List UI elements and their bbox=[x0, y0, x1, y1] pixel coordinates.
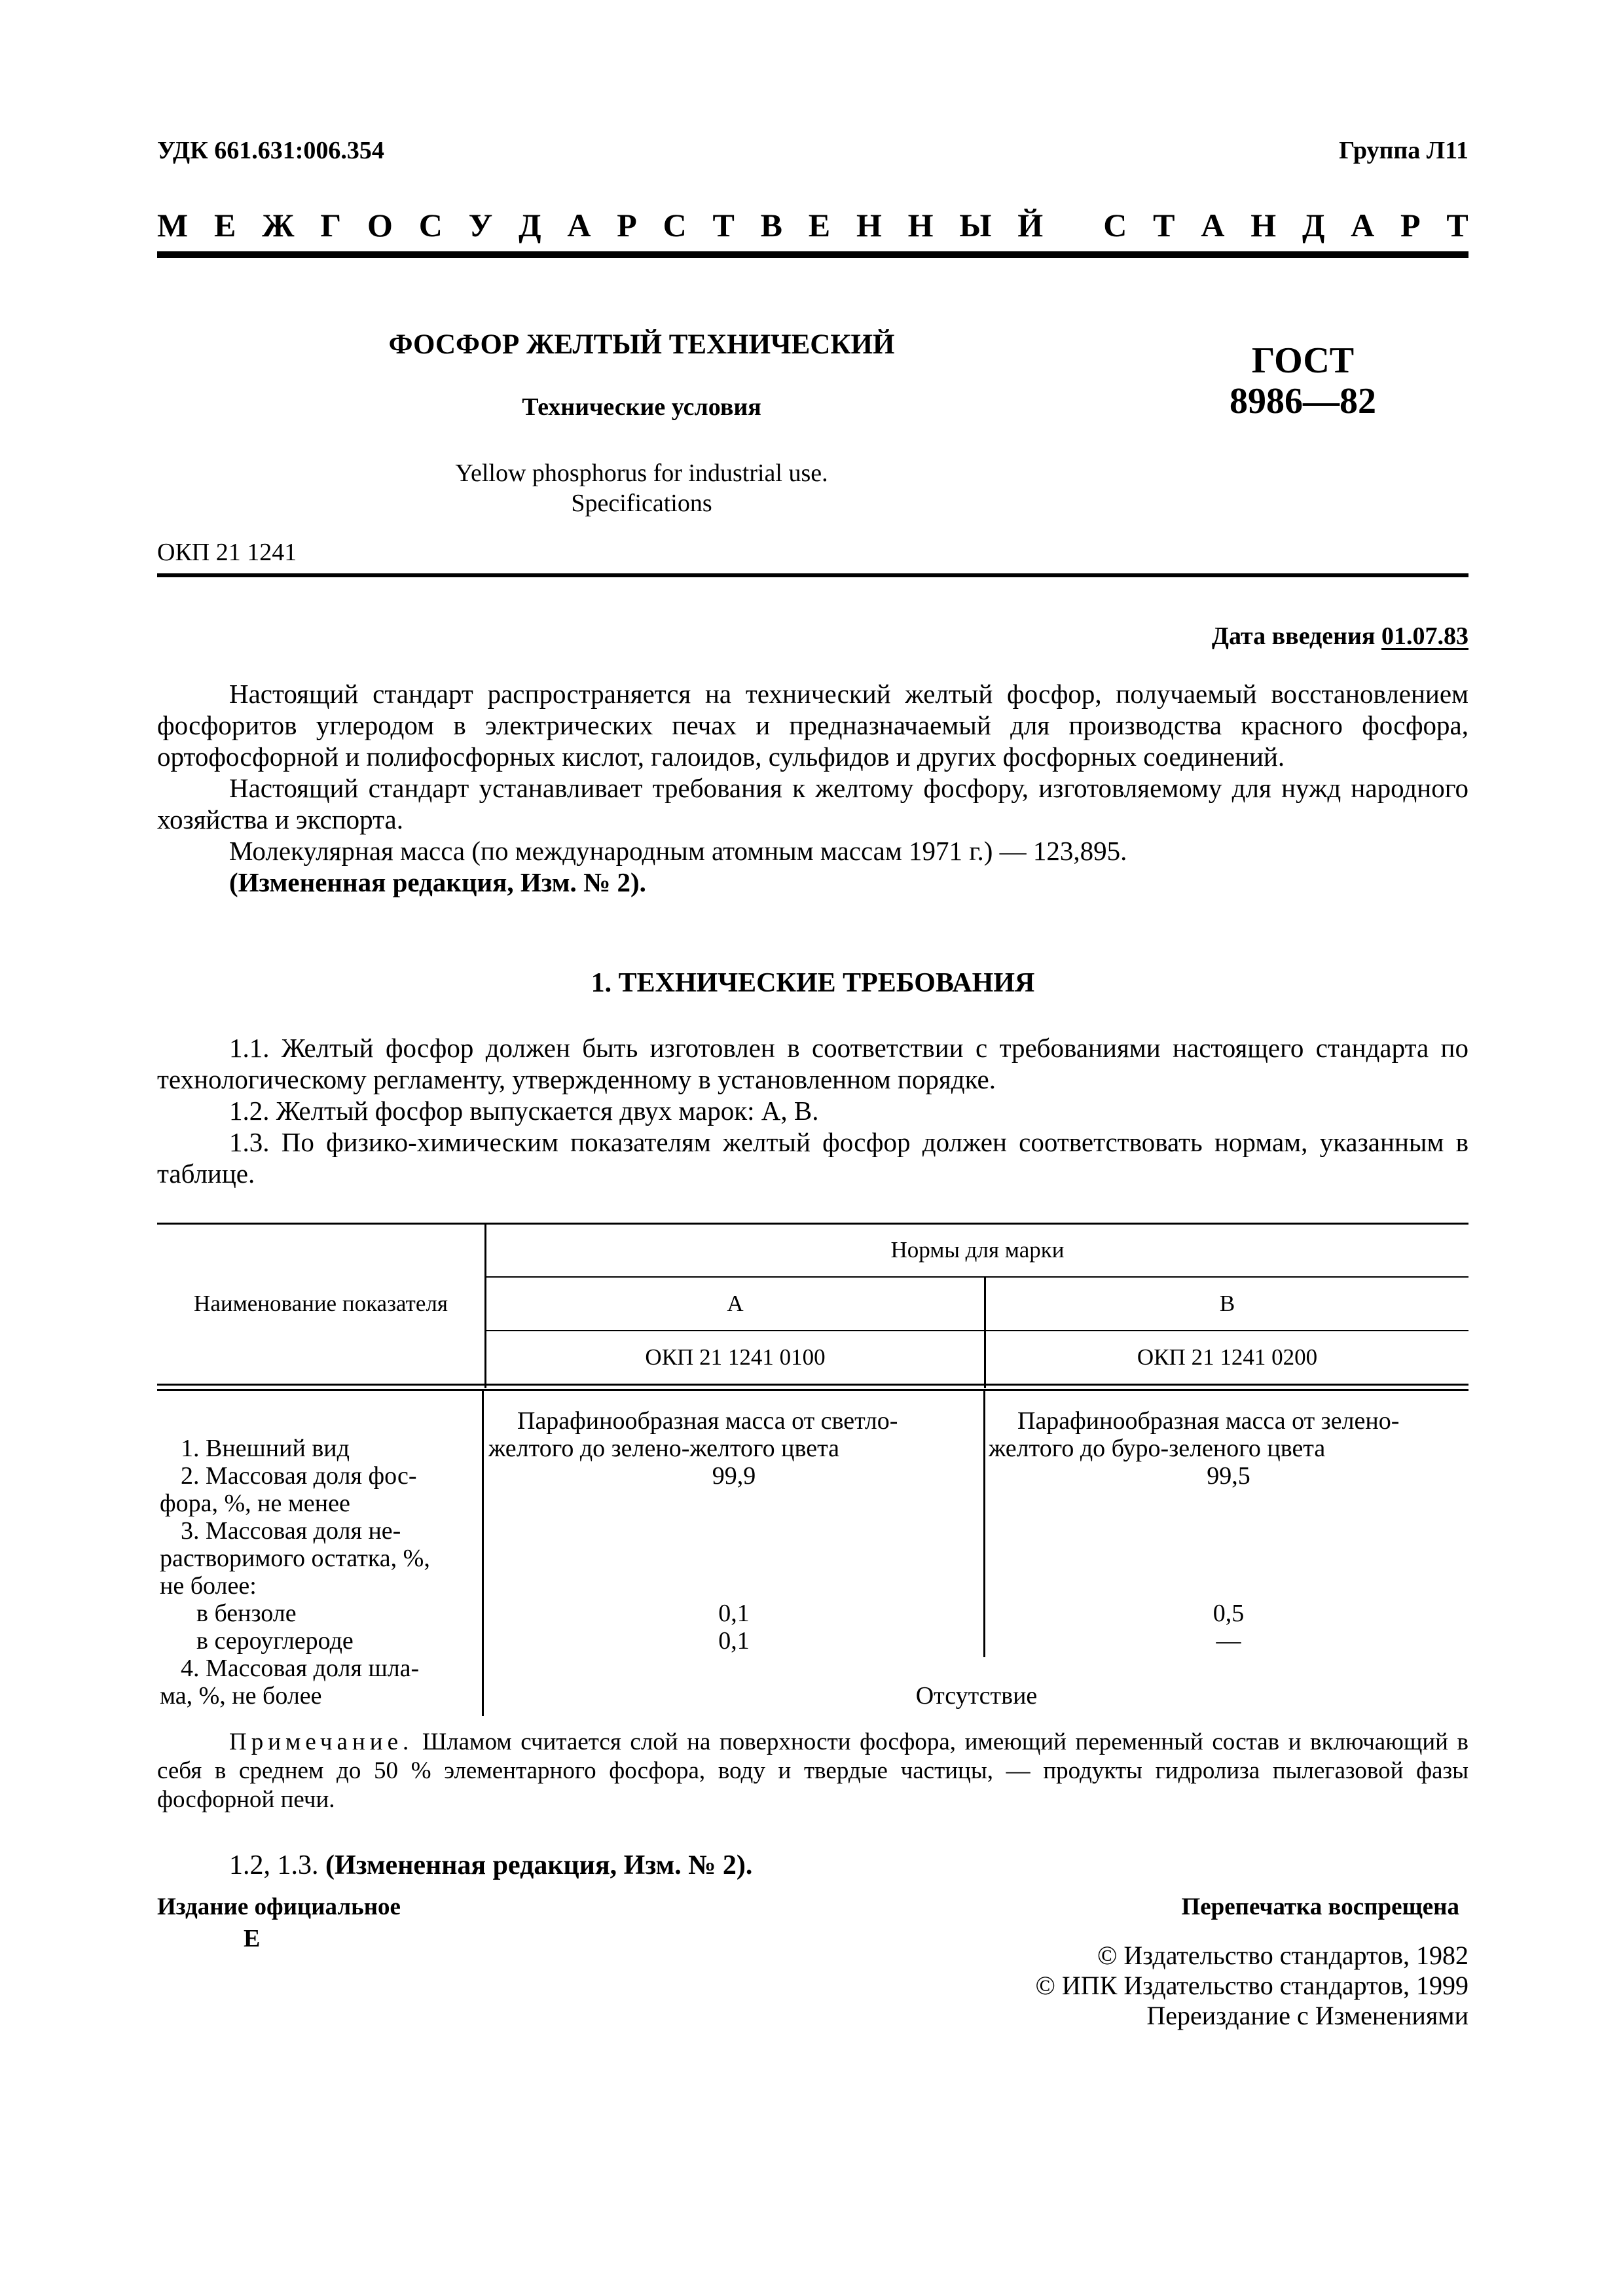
grade-b-insoluble bbox=[989, 1600, 1468, 1655]
paragraph: Настоящий стандарт распространяется на технический желтый фосфор, получаемый восстановлением фосфоритов углеродом в электрических печах и предназначаемый для производства красного фосфора, ортофосфорной и полифосфорных кислот, галоидов, сульфидов и других фосфорных соединений. bbox=[157, 679, 1468, 772]
table-cell: 99,5 bbox=[1207, 1462, 1250, 1490]
table-cell: желтого до буро-зеленого цвета bbox=[989, 1435, 1326, 1462]
banner-letter: Н bbox=[907, 207, 934, 243]
table-cell: фора, %, не менее bbox=[160, 1490, 350, 1517]
section-heading: 1. ТЕХНИЧЕСКИЕ ТРЕБОВАНИЯ bbox=[591, 968, 1035, 998]
banner-letter: А bbox=[1201, 207, 1225, 243]
note-label: Примечание. bbox=[229, 1729, 414, 1755]
table-cell: Парафинообразная масса от зелено- bbox=[1017, 1407, 1400, 1435]
banner-spacer bbox=[1069, 207, 1078, 243]
banner-letter: С bbox=[663, 207, 687, 243]
english-title-line: Yellow phosphorus for industrial use. bbox=[455, 459, 828, 487]
paragraph: 1.2. Желтый фосфор выпускается двух марок: А, В. bbox=[229, 1096, 819, 1126]
table-cell: Парафинообразная масса от светло- bbox=[517, 1407, 898, 1435]
banner-letter: В bbox=[760, 207, 782, 243]
table-header-grade-a: А bbox=[727, 1291, 744, 1316]
table-rule bbox=[157, 1223, 1468, 1225]
okp-code: ОКП 21 1241 bbox=[157, 539, 297, 566]
banner-letter: Е bbox=[808, 207, 831, 243]
indicator-column bbox=[160, 1435, 481, 1710]
intro-text bbox=[157, 678, 1468, 898]
table-cell: 2. Массовая доля фос- bbox=[181, 1462, 417, 1490]
table-cell: 1. Внешний вид bbox=[181, 1435, 350, 1462]
copyright-block bbox=[1036, 1941, 1468, 2031]
paragraph: 1.1. Желтый фосфор должен быть изготовлен в соответствии с требованиями настоящего стандарта по технологическому регламенту, утвержденному в установленном порядке. bbox=[157, 1033, 1468, 1094]
table-cell: 3. Массовая доля не- bbox=[181, 1517, 401, 1545]
banner-letter: Ы bbox=[959, 207, 992, 243]
amendment-ref: 1.2, 1.3. bbox=[229, 1850, 319, 1880]
banner-letter: Е bbox=[214, 207, 236, 243]
table-rule bbox=[484, 1276, 1468, 1278]
table-cell: 0,1 bbox=[718, 1600, 750, 1627]
table-cell: ма, %, не более bbox=[160, 1682, 322, 1710]
table-rule bbox=[157, 1389, 1468, 1391]
english-title bbox=[367, 458, 917, 518]
reprint-notice: Перепечатка воспрещена bbox=[1181, 1893, 1459, 1920]
doc-subtitle: Технические условия bbox=[522, 393, 761, 421]
amendment-line bbox=[229, 1850, 752, 1881]
banner-letter: Р bbox=[1400, 207, 1421, 243]
table-cell: 0,1 bbox=[718, 1627, 750, 1655]
gost-label: ГОСТ bbox=[1251, 340, 1355, 381]
doc-title: ФОСФОР ЖЕЛТЫЙ ТЕХНИЧЕСКИЙ bbox=[388, 329, 895, 360]
banner-letter: А bbox=[1351, 207, 1375, 243]
table-cell: — bbox=[1216, 1627, 1241, 1655]
note-text: Шламом считается слой на поверхности фосфора, имеющий переменный состав и включающий в себя в среднем до 50 % элементарного фосфора, воду и твердые частицы, — продукты гидролиза пылегазовой фазы фосфорной печи. bbox=[157, 1729, 1469, 1813]
table-cell: в бензоле bbox=[196, 1600, 297, 1627]
english-title-line: Specifications bbox=[571, 490, 712, 517]
copyright-line: © Издательство стандартов, 1982 bbox=[1097, 1941, 1468, 1970]
intro-date-value: 01.07.83 bbox=[1381, 622, 1468, 650]
amendment-text: (Измененная редакция, Изм. № 2). bbox=[325, 1850, 753, 1880]
table-cell: не более: bbox=[160, 1572, 257, 1600]
copyright-line: © ИПК Издательство стандартов, 1999 bbox=[1035, 1971, 1468, 2000]
banner-letter: Т bbox=[1153, 207, 1175, 243]
reissue-line: Переиздание с Изменениями bbox=[1146, 2001, 1468, 2030]
e-mark: Е bbox=[244, 1925, 261, 1952]
banner-letter: О bbox=[367, 207, 393, 243]
banner-letter: Д bbox=[519, 207, 541, 243]
paragraph: Молекулярная масса (по международным атомным массам 1971 г.) — 123,895. bbox=[229, 836, 1127, 866]
paragraph: 1.3. По физико-химическим показателям желтый фосфор должен соответствовать нормам, указанным в таблице. bbox=[157, 1127, 1468, 1189]
table-rule bbox=[157, 1384, 1468, 1386]
table-note bbox=[157, 1728, 1468, 1814]
grade-b-column bbox=[989, 1407, 1468, 1490]
grade-a-column bbox=[488, 1407, 979, 1490]
intro-date-label: Дата введения bbox=[1211, 622, 1376, 650]
table-header-name: Наименование показателя bbox=[194, 1291, 448, 1316]
amendment-note: (Измененная редакция, Изм. № 2). bbox=[229, 867, 646, 897]
table-cell-sludge: Отсутствие bbox=[915, 1682, 1038, 1710]
table-cell: 0,5 bbox=[1213, 1600, 1245, 1627]
banner-letter: Т bbox=[1446, 207, 1468, 243]
banner-letter: У bbox=[468, 207, 493, 243]
table-cell: желтого до зелено-желтого цвета bbox=[488, 1435, 840, 1462]
table-rule bbox=[482, 1389, 484, 1716]
banner-letter: А bbox=[567, 207, 591, 243]
table-rule bbox=[484, 1330, 1468, 1331]
table-rule bbox=[983, 1389, 985, 1657]
banner-letter: С bbox=[418, 207, 443, 243]
gost-number: 8986—82 bbox=[1230, 381, 1376, 422]
group-code: Группа Л11 bbox=[1339, 137, 1468, 164]
standard-banner bbox=[157, 207, 1468, 243]
edition-label: Издание официальное bbox=[157, 1893, 401, 1920]
table-header-okp-b: ОКП 21 1241 0200 bbox=[1137, 1344, 1318, 1370]
header-rule bbox=[157, 251, 1468, 258]
table-header-norms: Нормы для марки bbox=[890, 1237, 1065, 1263]
banner-letter: Т bbox=[712, 207, 735, 243]
banner-letter: Й bbox=[1017, 207, 1044, 243]
gost-designation bbox=[1178, 340, 1427, 422]
udk-code: УДК 661.631:006.354 bbox=[157, 137, 384, 164]
requirements-text bbox=[157, 1032, 1468, 1189]
banner-letter: С bbox=[1103, 207, 1127, 243]
table-header-okp-a: ОКП 21 1241 0100 bbox=[645, 1344, 826, 1370]
title-rule bbox=[157, 573, 1468, 577]
banner-letter: Н bbox=[856, 207, 882, 243]
banner-letter: Н bbox=[1250, 207, 1277, 243]
banner-letter: Д bbox=[1302, 207, 1325, 243]
banner-letter: Ж bbox=[262, 207, 295, 243]
table-cell: 4. Массовая доля шла- bbox=[181, 1655, 420, 1682]
banner-letter: М bbox=[157, 207, 189, 243]
intro-date bbox=[1212, 622, 1468, 651]
paragraph: Настоящий стандарт устанавливает требования к желтому фосфору, изготовляемому для нужд народного хозяйства и экспорта. bbox=[157, 773, 1468, 834]
banner-letter: Р bbox=[617, 207, 637, 243]
table-cell: растворимого остатка, %, bbox=[160, 1545, 430, 1572]
table-cell: в сероуглероде bbox=[196, 1627, 354, 1655]
table-header-grade-b: В bbox=[1219, 1291, 1235, 1316]
table-cell: 99,9 bbox=[712, 1462, 756, 1490]
banner-letter: Г bbox=[320, 207, 342, 243]
grade-a-insoluble bbox=[488, 1600, 979, 1655]
